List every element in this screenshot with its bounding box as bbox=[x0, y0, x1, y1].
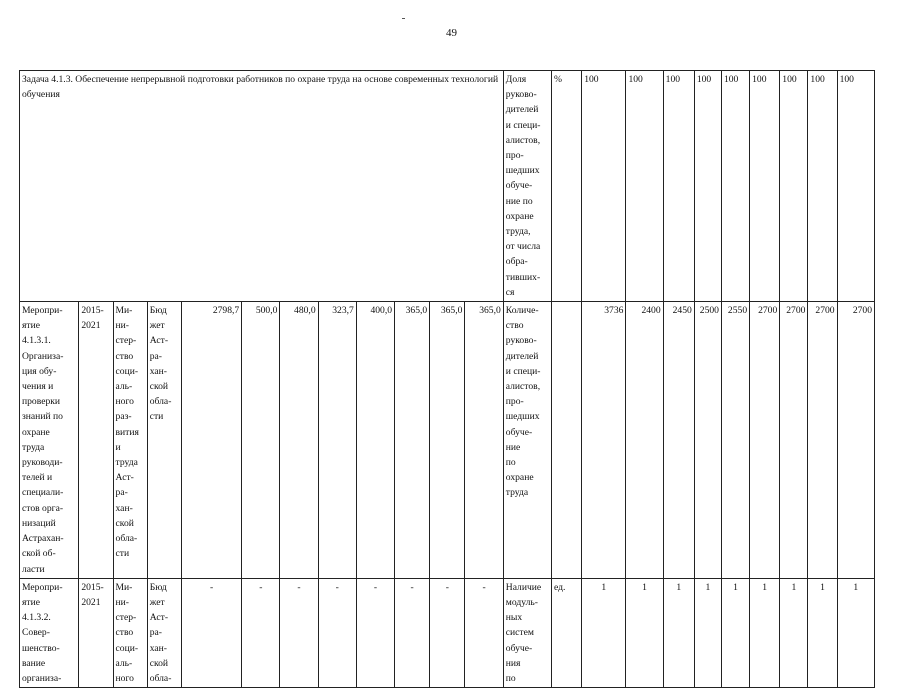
finance-year: - bbox=[280, 578, 318, 687]
task-indicator: Доля руково- дителей и специ- алистов, про- шедших обуче- ние по охране труда, от числа обра- тивших- ся bbox=[503, 71, 551, 302]
task-value: 100 bbox=[837, 71, 874, 302]
indicator-value: 1 bbox=[663, 578, 694, 687]
finance-year: 323,7 bbox=[318, 302, 356, 579]
finance-year: 480,0 bbox=[280, 302, 318, 579]
indicator-value: 1 bbox=[808, 578, 837, 687]
finance-year: 365,0 bbox=[395, 302, 430, 579]
task-unit: % bbox=[552, 71, 582, 302]
scan-mark bbox=[402, 18, 405, 19]
indicator-value: 2700 bbox=[837, 302, 874, 579]
indicator-value: 2700 bbox=[780, 302, 808, 579]
indicator-value: 1 bbox=[837, 578, 874, 687]
task-value: 100 bbox=[808, 71, 837, 302]
task-value: 100 bbox=[626, 71, 663, 302]
task-value: 100 bbox=[750, 71, 780, 302]
task-value: 100 bbox=[694, 71, 721, 302]
task-value: 100 bbox=[582, 71, 626, 302]
indicator-value: 3736 bbox=[582, 302, 626, 579]
program-table bbox=[19, 70, 875, 688]
event-period: 2015- 2021 bbox=[79, 578, 113, 687]
finance-year: 365,0 bbox=[430, 302, 465, 579]
event-name: Меропри- ятие 4.1.3.2. Совер- шенство- вание организа- bbox=[20, 578, 79, 687]
indicator-value: 1 bbox=[582, 578, 626, 687]
finance-total: 2798,7 bbox=[181, 302, 241, 579]
event-name: Меропри- ятие 4.1.3.1. Организа- ция обу- чения и проверки знаний по охране труда руководи- телей и специали- стов орга- низаций Астрахан- ской об- ласти bbox=[20, 302, 79, 579]
finance-year: - bbox=[465, 578, 503, 687]
task-value: 100 bbox=[663, 71, 694, 302]
event-executor: Ми- ни- стер- ство соци- аль- ного раз- вития и труда Аст- ра- хан- ской обла- сти bbox=[113, 302, 147, 579]
finance-year: - bbox=[356, 578, 394, 687]
indicator-value: 1 bbox=[780, 578, 808, 687]
indicator-value: 2550 bbox=[721, 302, 749, 579]
page-number: 49 bbox=[446, 27, 457, 39]
indicator-value: 2400 bbox=[626, 302, 663, 579]
task-value: 100 bbox=[721, 71, 749, 302]
task-row bbox=[20, 71, 875, 302]
indicator-value: 2700 bbox=[808, 302, 837, 579]
event-source: Бюд жет Аст- ра- хан- ской обла- bbox=[147, 578, 181, 687]
indicator-value: 2450 bbox=[663, 302, 694, 579]
finance-year: - bbox=[242, 578, 280, 687]
finance-year: - bbox=[430, 578, 465, 687]
indicator-value: 1 bbox=[694, 578, 721, 687]
finance-year: 365,0 bbox=[465, 302, 503, 579]
task-title: Задача 4.1.3. Обеспечение непрерывной подготовки работников по охране труда на основе современных технологий обучения bbox=[20, 71, 504, 302]
event-source: Бюд жет Аст- ра- хан- ской обла- сти bbox=[147, 302, 181, 579]
finance-year: - bbox=[318, 578, 356, 687]
indicator-value: 2700 bbox=[750, 302, 780, 579]
finance-year: 500,0 bbox=[242, 302, 280, 579]
indicator-value: 1 bbox=[626, 578, 663, 687]
event-row bbox=[20, 302, 875, 579]
event-unit: ед. bbox=[552, 578, 582, 687]
finance-total: - bbox=[181, 578, 241, 687]
event-unit bbox=[552, 302, 582, 579]
event-indicator: Наличие модуль- ных систем обуче- ния по bbox=[503, 578, 551, 687]
event-indicator: Количе- ство руково- дителей и специ- алистов, про- шедших обуче- ние по охране труда bbox=[503, 302, 551, 579]
task-value: 100 bbox=[780, 71, 808, 302]
finance-year: 400,0 bbox=[356, 302, 394, 579]
finance-year: - bbox=[395, 578, 430, 687]
indicator-value: 1 bbox=[721, 578, 749, 687]
indicator-value: 2500 bbox=[694, 302, 721, 579]
event-executor: Ми- ни- стер- ство соци- аль- ного bbox=[113, 578, 147, 687]
event-row bbox=[20, 578, 875, 687]
indicator-value: 1 bbox=[750, 578, 780, 687]
event-period: 2015- 2021 bbox=[79, 302, 113, 579]
